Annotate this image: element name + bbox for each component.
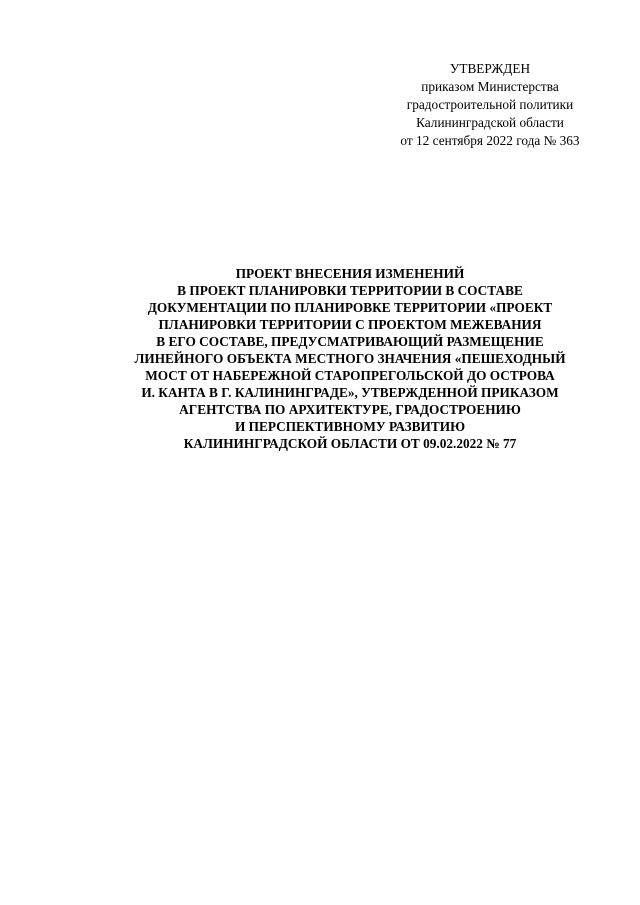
title-line: В ЕГО СОСТАВЕ, ПРЕДУСМАТРИВАЮЩИЙ РАЗМЕЩЕНИЕ (156, 334, 544, 349)
approval-line: градостроительной политики (406, 97, 574, 112)
title-line: ДОКУМЕНТАЦИИ ПО ПЛАНИРОВКЕ ТЕРРИТОРИИ «ПРОЕКТ (147, 300, 553, 315)
approval-stamp (370, 60, 610, 150)
title-line: АГЕНТСТВА ПО АРХИТЕКТУРЕ, ГРАДОСТРОЕНИЮ (179, 402, 521, 417)
title-line: ПРОЕКТ ВНЕСЕНИЯ ИЗМЕНЕНИЙ (235, 266, 465, 281)
title-line: И ПЕРСПЕКТИВНОМУ РАЗВИТИЮ (234, 419, 466, 434)
approval-line: Калининградской области (416, 115, 564, 130)
title-line: КАЛИНИНГРАДСКОЙ ОБЛАСТИ ОТ 09.02.2022 № 77 (183, 436, 517, 451)
approval-line: приказом Министерства (421, 79, 559, 94)
title-line: ПЛАНИРОВКИ ТЕРРИТОРИИ С ПРОЕКТОМ МЕЖЕВАНИЯ (158, 317, 542, 332)
title-line: МОСТ ОТ НАБЕРЕЖНОЙ СТАРОПРЕГОЛЬСКОЙ ДО ОСТРОВА (145, 368, 555, 383)
title-line: В ПРОЕКТ ПЛАНИРОВКИ ТЕРРИТОРИИ В СОСТАВЕ (177, 283, 523, 298)
approval-date: от 12 сентября 2022 года № 363 (400, 133, 580, 148)
title-line: ЛИНЕЙНОГО ОБЪЕКТА МЕСТНОГО ЗНАЧЕНИЯ «ПЕШЕХОДНЫЙ (134, 351, 566, 366)
title-line: И. КАНТА В Г. КАЛИНИНГРАДЕ», УТВЕРЖДЕННОЙ ПРИКАЗОМ (141, 385, 559, 400)
approval-heading: УТВЕРЖДЕН (449, 61, 531, 76)
document-title (100, 265, 600, 452)
